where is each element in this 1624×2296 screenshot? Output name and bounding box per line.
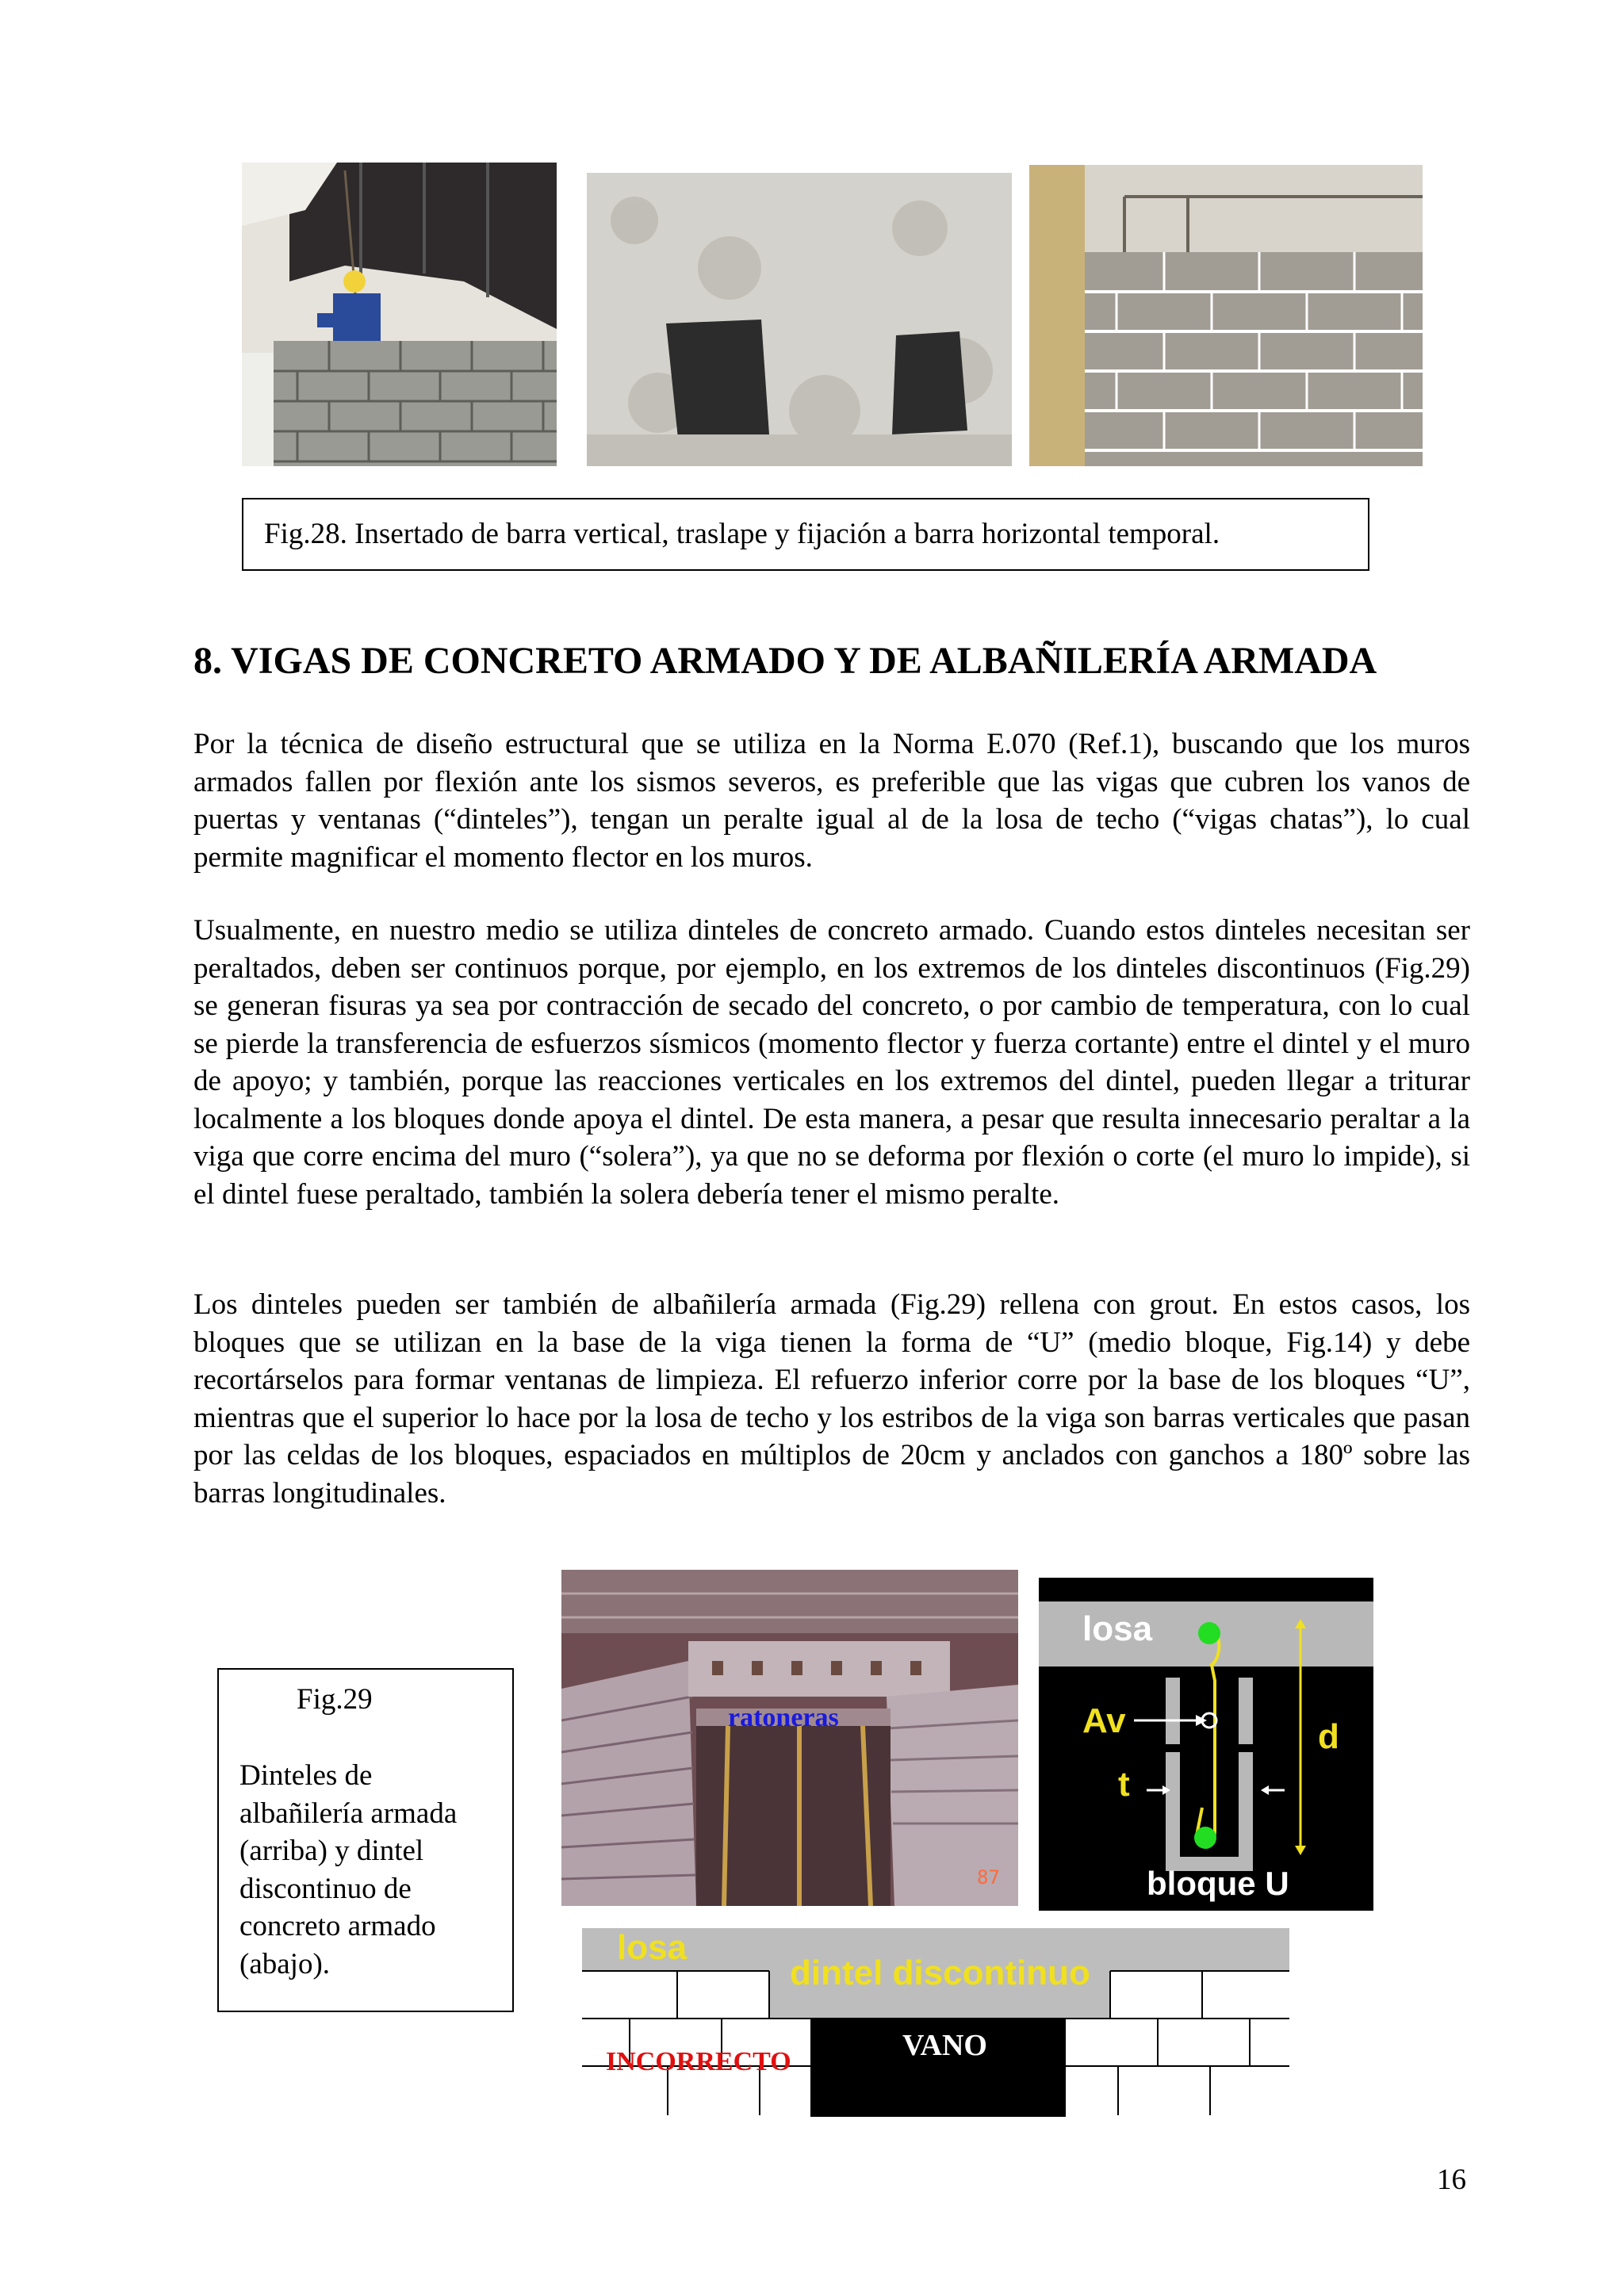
opening-label: VANO bbox=[902, 2029, 987, 2062]
lintel-slab-label: losa bbox=[617, 1928, 688, 1967]
incorrect-label: INCORRECTO bbox=[606, 2047, 791, 2076]
u-slab-label: losa bbox=[1082, 1609, 1153, 1648]
figure-29-description: Dinteles de albañilería armada (arriba) y dintel discontinuo de concreto armado (abajo). bbox=[239, 1759, 458, 1980]
paragraph-1: Por la técnica de diseño estructural que se utiliza en la Norma E.070 (Ref.1), buscando que los muros armados fallen por flexión ante los sismos severos, es preferible que las vigas que cubren los vanos de puertas y ventanas (“dinteles”), tengan un peralte igual al de la losa de techo (“vigas chatas”), lo cual permite magnificar el momento flector en los muros. bbox=[193, 728, 1470, 874]
discontinuous-lintel-diagram bbox=[582, 1928, 1289, 2118]
photo-reinforced-lintels bbox=[561, 1570, 1018, 1906]
paragraph-2: Usualmente, en nuestro medio se utiliza dinteles de concreto armado. Cuando estos dinteles necesitan ser peraltados, deben ser continuos porque, por ejemplo, en los extremos de los dinteles discontinuos (Fig.29) se generan fisuras ya sea por contracción de secado del concreto, o por cambio de temperatura, con lo cual se pierde la transferencia de esfuerzos sísmicos (momento flector y fuerza cortante) entre el dintel y el muro de apoyo; y también, porque las reacciones verticales en los extremos del dintel, pueden llegar a triturar localmente a los bloques donde apoya el dintel. De esta manera, a pesar que resulta innecesario peraltar a la viga que corre encima del muro (“solera”), ya que no se deforma por flexión o corte (el muro lo impide), si el dintel fuese peraltado, también la solera debería tener el mismo peralte. bbox=[193, 914, 1470, 1211]
photo-block-wall bbox=[1029, 165, 1423, 466]
figure-28-caption: Fig.28. Insertado de barra vertical, traslape y fijación a barra horizontal temporal. bbox=[242, 498, 1369, 571]
page-number: 16 bbox=[1437, 2164, 1466, 2196]
figure-29-title: Fig.29 bbox=[297, 1683, 373, 1716]
paragraph-3: Los dinteles pueden ser también de albañilería armada (Fig.29) rellena con grout. En estos casos, los bloques que se utilizan en la base de la viga tienen la forma de “U” (medio bloque, Fig.14) y debe recortárselos para formar ventanas de limpieza. El refuerzo inferior corre por la base de los bloques “U”, mientras que el superior lo hace por la losa de techo y los estribos de la viga son barras verticales que pasan por las celdas de los bloques, espaciados en múltiplos de 20cm y anclados con ganchos a 180º sobre las barras longitudinales. bbox=[193, 1288, 1470, 1510]
u-block-diagram bbox=[1039, 1578, 1373, 1911]
photo-worker-on-wall bbox=[242, 163, 557, 466]
u-depth-label: d bbox=[1318, 1717, 1339, 1756]
u-block-label: bloque U bbox=[1147, 1865, 1289, 1902]
u-stirrup-label: Av bbox=[1082, 1701, 1126, 1740]
section-heading: 8. VIGAS DE CONCRETO ARMADO Y DE ALBAÑILERÍA ARMADA bbox=[193, 640, 1377, 682]
top-rebar bbox=[1198, 1622, 1220, 1644]
lintel-beam-label: dintel discontinuo bbox=[790, 1954, 1090, 1992]
photo-cleaning-windows bbox=[587, 173, 1012, 466]
u-thickness-label: t bbox=[1118, 1765, 1130, 1804]
bottom-rebar bbox=[1194, 1827, 1216, 1849]
figure-29-caption-box bbox=[217, 1668, 514, 2012]
photo-stamp: 87 bbox=[977, 1866, 1000, 1888]
ratoneras-label: ratoneras bbox=[728, 1703, 839, 1732]
